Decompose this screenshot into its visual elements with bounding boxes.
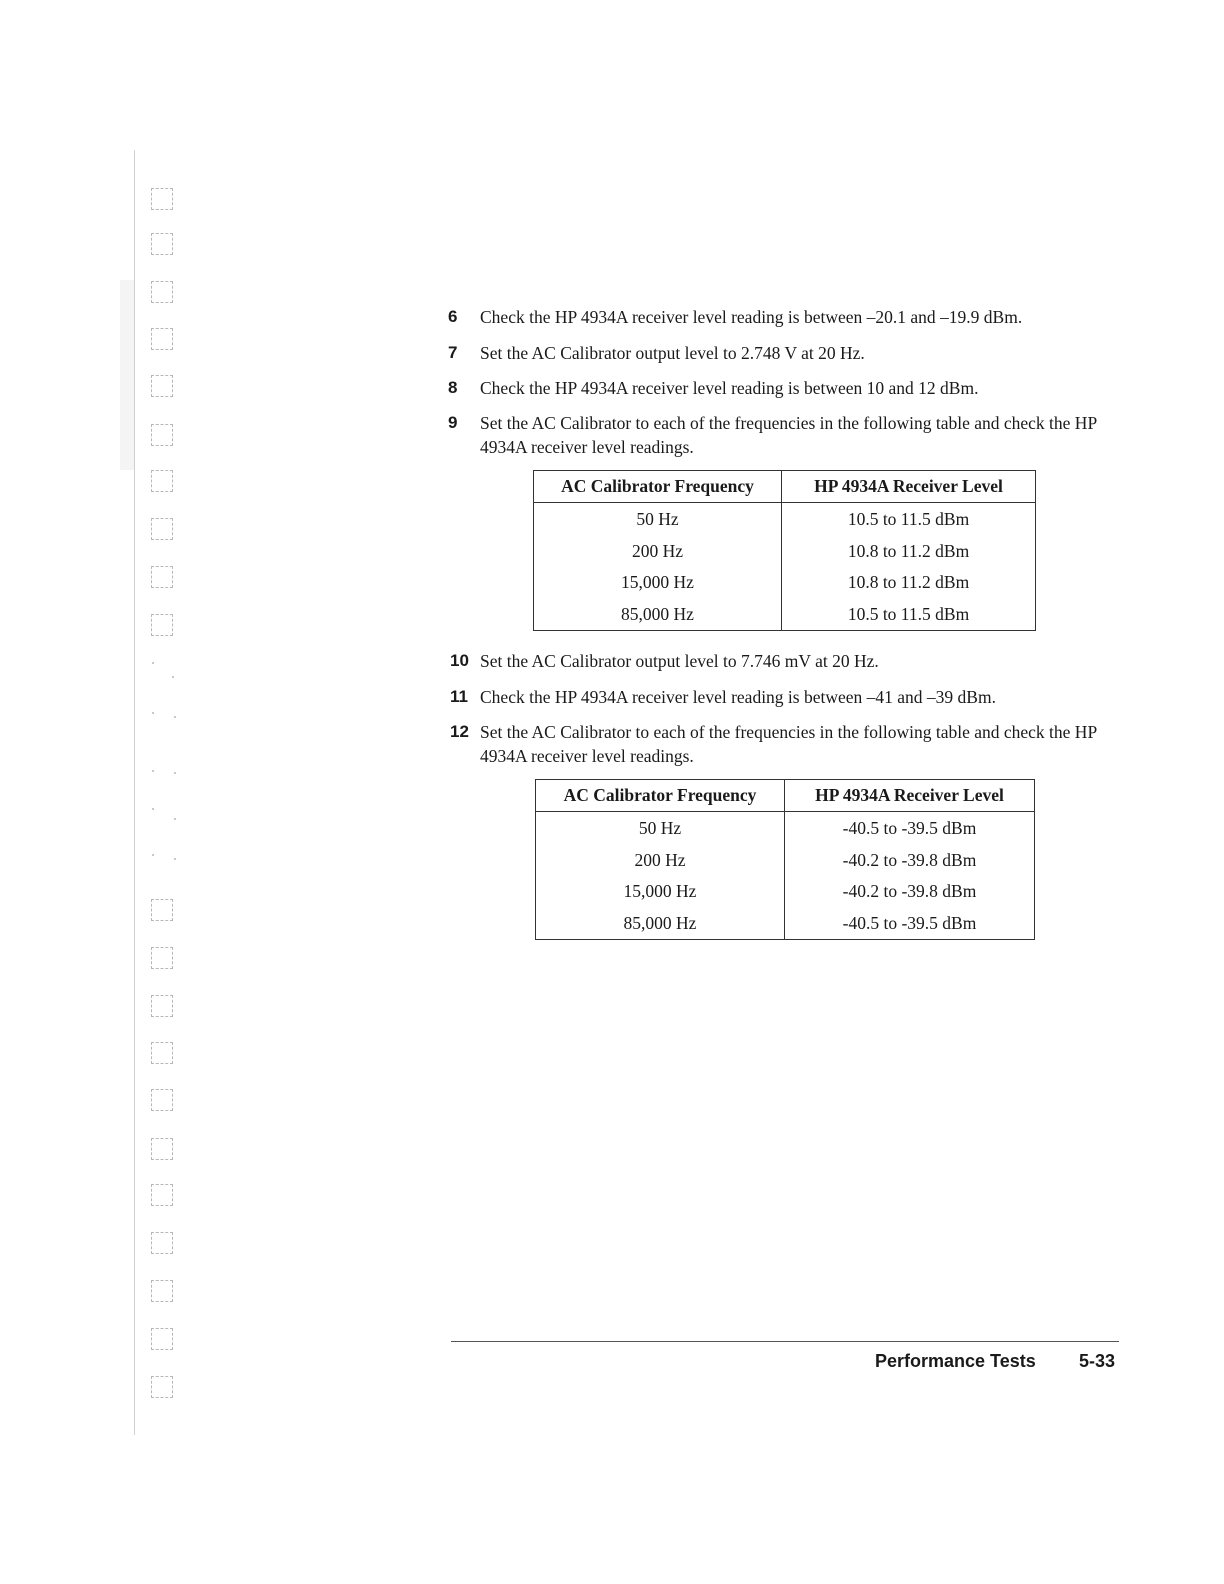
frequency-cell: 200 Hz bbox=[536, 845, 785, 877]
binder-hole bbox=[151, 1089, 173, 1111]
binder-hole bbox=[151, 470, 173, 492]
binder-hole bbox=[151, 566, 173, 588]
binder-hole bbox=[151, 614, 173, 636]
table-row bbox=[534, 536, 1036, 568]
binder-mark bbox=[172, 676, 174, 678]
table-row bbox=[534, 503, 1036, 536]
binder-mark bbox=[174, 772, 176, 774]
footer-rule bbox=[451, 1341, 1119, 1342]
table-row bbox=[536, 845, 1035, 877]
binder-hole bbox=[151, 281, 173, 303]
step-number: 9 bbox=[448, 413, 458, 432]
step-text: Check the HP 4934A receiver level reading is between –41 and –39 dBm. bbox=[480, 687, 996, 707]
frequency-cell: 200 Hz bbox=[534, 536, 782, 568]
footer-section-title: Performance Tests bbox=[875, 1351, 1036, 1371]
frequency-cell: 50 Hz bbox=[536, 812, 785, 845]
binder-hole bbox=[151, 899, 173, 921]
receiver-level-cell: 10.5 to 11.5 dBm bbox=[847, 603, 970, 624]
column-header-frequency: AC Calibrator Frequency bbox=[534, 471, 782, 503]
binder-hole bbox=[151, 518, 173, 540]
binder-mark bbox=[174, 818, 176, 820]
receiver-level-cell: -40.2 to -39.8 dBm bbox=[842, 849, 977, 870]
binder-hole bbox=[151, 1042, 173, 1064]
table-header-row bbox=[536, 780, 1035, 812]
frequency-cell: 15,000 Hz bbox=[536, 876, 785, 908]
step-number: 7 bbox=[448, 343, 458, 362]
table-row bbox=[534, 567, 1036, 599]
binder-shadow bbox=[120, 280, 134, 470]
receiver-level-cell: 10.8 to 11.2 dBm bbox=[847, 572, 970, 593]
frequency-cell: 15,000 Hz bbox=[534, 567, 782, 599]
step-number: 12 bbox=[450, 722, 469, 741]
frequency-cell: 85,000 Hz bbox=[534, 599, 782, 631]
step-text: Check the HP 4934A receiver level reading is between 10 and 12 dBm. bbox=[480, 378, 979, 398]
binder-mark bbox=[152, 712, 154, 714]
binder-hole bbox=[151, 1232, 173, 1254]
receiver-level-table-2 bbox=[535, 779, 1035, 940]
binder-mark bbox=[152, 770, 154, 772]
table-row bbox=[534, 599, 1036, 631]
receiver-level-cell: -40.5 to -39.5 dBm bbox=[842, 818, 977, 839]
step-number: 11 bbox=[450, 687, 468, 706]
binder-edge-line bbox=[134, 150, 135, 1435]
receiver-level-table-1 bbox=[533, 470, 1036, 631]
binder-hole bbox=[151, 1376, 173, 1398]
binder-hole bbox=[151, 328, 173, 350]
receiver-level-cell: -40.2 to -39.8 dBm bbox=[842, 881, 977, 902]
table-row bbox=[536, 812, 1035, 845]
binder-hole bbox=[151, 995, 173, 1017]
binder-hole bbox=[151, 424, 173, 446]
binder-mark bbox=[152, 808, 154, 810]
column-header-receiver-level: HP 4934A Receiver Level bbox=[785, 780, 1035, 812]
binder-mark bbox=[152, 854, 154, 856]
column-header-receiver-level: HP 4934A Receiver Level bbox=[782, 471, 1036, 503]
step-number: 10 bbox=[450, 651, 469, 670]
frequency-cell: 50 Hz bbox=[534, 503, 782, 536]
step-number: 8 bbox=[448, 378, 458, 397]
binder-mark bbox=[174, 858, 176, 860]
binder-hole bbox=[151, 1138, 173, 1160]
table-row bbox=[536, 908, 1035, 940]
binder-hole bbox=[151, 188, 173, 210]
column-header-frequency: AC Calibrator Frequency bbox=[536, 780, 785, 812]
step-text: Check the HP 4934A receiver level reading is between –20.1 and –19.9 dBm. bbox=[480, 307, 1023, 327]
binder-hole bbox=[151, 947, 173, 969]
binder-hole bbox=[151, 1280, 173, 1302]
frequency-cell: 85,000 Hz bbox=[536, 908, 785, 940]
footer-page-number: 5-33 bbox=[1079, 1351, 1116, 1371]
table-row bbox=[536, 876, 1035, 908]
binder-mark bbox=[174, 716, 176, 718]
binder-hole bbox=[151, 1328, 173, 1350]
step-text: Set the AC Calibrator output level to 2.748 V at 20 Hz. bbox=[480, 343, 865, 363]
binder-mark bbox=[152, 662, 154, 664]
binder-hole bbox=[151, 1184, 173, 1206]
binder-hole bbox=[151, 233, 173, 255]
table-header-row bbox=[534, 471, 1036, 503]
receiver-level-cell: 10.5 to 11.5 dBm bbox=[847, 509, 970, 530]
receiver-level-cell: 10.8 to 11.2 dBm bbox=[847, 540, 970, 561]
step-text: Set the AC Calibrator to each of the frequencies in the following table and check the HP 4934A receiver level readings. bbox=[480, 413, 1097, 457]
step-text: Set the AC Calibrator output level to 7.746 mV at 20 Hz. bbox=[480, 651, 879, 671]
receiver-level-cell: -40.5 to -39.5 dBm bbox=[842, 912, 977, 933]
binder-hole bbox=[151, 375, 173, 397]
step-number: 6 bbox=[448, 307, 458, 326]
step-text: Set the AC Calibrator to each of the frequencies in the following table and check the HP 4934A receiver level readings. bbox=[480, 722, 1097, 766]
